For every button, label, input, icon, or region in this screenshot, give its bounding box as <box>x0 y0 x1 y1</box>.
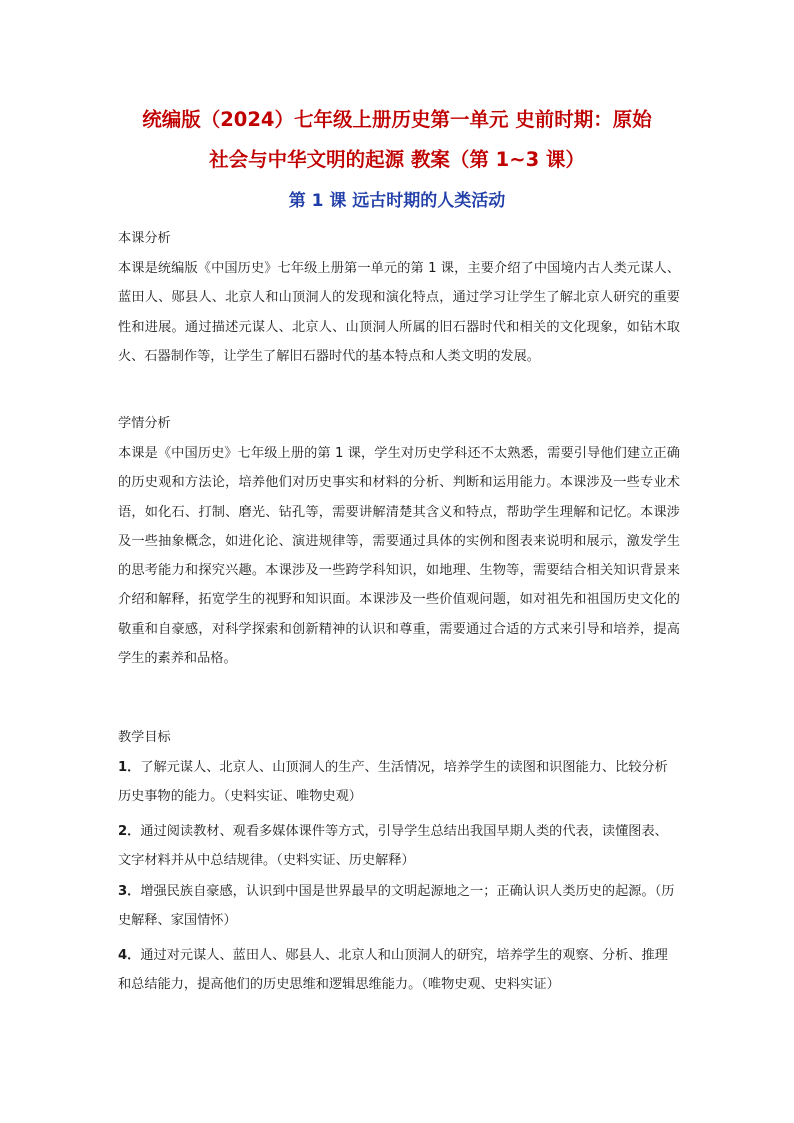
student-analysis-body: 本课是《中国历史》七年级上册的第 1 课，学生对历史学科还不太熟悉，需要引导他们建立正确的历史观和方法论，培养他们对历史事实和材料的分析、判断和运用能力。本课涉及一些专业术语，如化石、打制、磨光、钻孔等，需要讲解清楚其含义和特点，帮助学生理解和记忆。本课涉及一些抽象概念，如进化论、演进规律等，需要通过具体的实例和图表来说明和展示，激发学生的思考能力和探究兴趣。本课涉及一些跨学科知识，如地理、生物等，需要结合相关知识背景来介绍和解释，拓宽学生的视野和知识面。本课涉及一些价值观问题，如对祖先和祖国历史文化的敬重和自豪感，对科学探索和创新精神的认识和尊重，需要通过合适的方式来引导和培养，提高学生的素养和品格。 <box>118 446 680 667</box>
objective-item-2 <box>118 817 680 876</box>
student-analysis-heading: 学情分析 <box>118 416 171 431</box>
objective-text: 通过对元谋人、蓝田人、郧县人、北京人和山顶洞人的研究，培养学生的观察、分析、推理和总结能力，提高他们的历史思维和逻辑思维能力。（唯物史观、史料实证） <box>118 948 668 993</box>
objective-item-1 <box>118 753 680 812</box>
lesson-title: 第 1 课 远古时期的人类活动 <box>288 191 506 211</box>
objective-number: 1． <box>118 760 141 775</box>
objective-item-4 <box>118 941 680 1000</box>
objective-text: 了解元谋人、北京人、山顶洞人的生产、生活情况，培养学生的读图和识图能力、比较分析历史事物的能力。（史料实证、唯物史观） <box>118 760 668 805</box>
objective-text: 增强民族自豪感，认识到中国是世界最早的文明起源地之一；正确认识人类历史的起源。（历史解释、家国情怀） <box>118 884 675 929</box>
course-analysis-heading: 本课分析 <box>118 231 171 246</box>
course-analysis-body: 本课是统编版《中国历史》七年级上册第一单元的第 1 课，主要介绍了中国境内古人类元谋人、蓝田人、郧县人、北京人和山顶洞人的发现和演化特点，通过学习让学生了解北京人研究的重要性和进展。通过描述元谋人、北京人、山顶洞人所属的旧石器时代和相关的文化现象，如钻木取火、石器制作等，让学生了解旧石器时代的基本特点和人类文明的发展。 <box>118 261 680 364</box>
objective-number: 3． <box>118 884 141 899</box>
document-title-line-2: 社会与中华文明的起源 教案（第 1~3 课） <box>209 148 585 171</box>
objective-number: 4． <box>118 948 141 963</box>
document-title-line-1: 统编版（2024）七年级上册历史第一单元 史前时期：原始 <box>142 108 652 131</box>
objective-item-3 <box>118 877 680 936</box>
teaching-objectives-heading: 教学目标 <box>118 730 171 745</box>
objective-text: 通过阅读教材、观看多媒体课件等方式，引导学生总结出我国早期人类的代表，读懂图表、文字材料并从中总结规律。（史料实证、历史解释） <box>118 824 668 869</box>
objective-number: 2． <box>118 824 141 839</box>
